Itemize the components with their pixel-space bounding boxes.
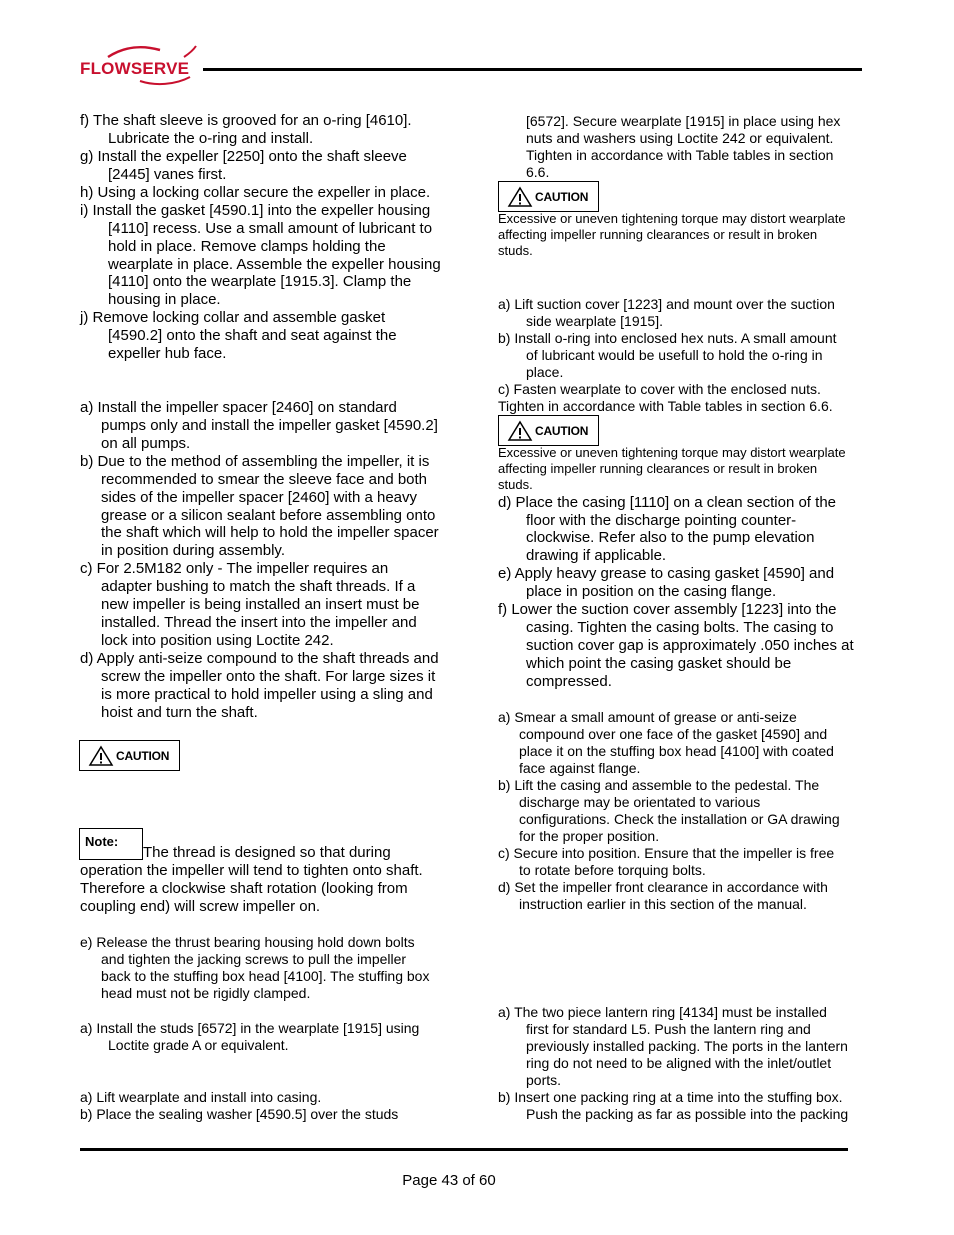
left-line: in position during assembly. — [101, 542, 285, 559]
left-line: is more practical to hold impeller using a sling and — [101, 686, 433, 703]
right-line: nuts and washers using Loctite 242 or equivalent. — [526, 130, 834, 146]
right-line: studs. — [498, 477, 533, 492]
right-line: Tighten in accordance with Table tables in section — [526, 147, 834, 163]
right-line: to rotate before torquing bolts. — [519, 862, 706, 878]
warning-triangle-icon — [88, 745, 114, 767]
right-line: f) Lower the suction cover assembly [1223] into the — [498, 601, 837, 618]
right-line: instruction earlier in this section of the manual. — [519, 896, 807, 912]
right-line: Tighten in accordance with Table tables in section 6.6. — [498, 398, 833, 414]
right-line: a) Lift suction cover [1223] and mount over the suction — [498, 296, 835, 312]
right-line: suction cover gap is approximately .050 inches at — [526, 637, 854, 654]
left-line: a) Install the impeller spacer [2460] on standard — [80, 399, 397, 416]
right-line: 6.6. — [526, 164, 550, 180]
right-line: b) Lift the casing and assemble to the pedestal. The — [498, 777, 820, 793]
caution-label: CAUTION — [535, 190, 589, 204]
left-line: and tighten the jacking screws to pull the impeller — [101, 951, 407, 967]
left-line: Lubricate the o-ring and install. — [108, 130, 314, 147]
flowserve-logo — [80, 44, 198, 88]
left-line: coupling end) will screw impeller on. — [80, 898, 321, 915]
caution-badge — [498, 415, 599, 446]
header-rule — [203, 68, 862, 71]
right-line: clockwise. Refer also to the pump elevation — [526, 529, 815, 546]
left-line: recommended to smear the sleeve face and both — [101, 471, 428, 488]
left-line: e) Release the thrust bearing housing hold down bolts — [80, 934, 415, 950]
footer-rule — [80, 1148, 848, 1151]
right-line: casing. Tighten the casing bolts. The casing to — [526, 619, 834, 636]
right-line: which point the casing gasket should be — [526, 655, 792, 672]
warning-triangle-icon — [507, 186, 533, 208]
right-line: drawing if applicable. — [526, 547, 667, 564]
right-line: discharge may be orientated to various — [519, 794, 761, 810]
right-line: affecting impeller running clearances or result in broken — [498, 461, 818, 476]
right-line: ports. — [526, 1072, 562, 1088]
left-line: g) Install the expeller [2250] onto the shaft sleeve — [80, 148, 407, 165]
left-line: a) Install the studs [6572] in the wearplate [1915] using — [80, 1020, 420, 1036]
left-line: [4110] onto the wearplate [1915.3]. Clamp the — [108, 273, 412, 290]
note-label: Note: — [85, 834, 119, 849]
right-line: compound over one face of the gasket [4590] and — [519, 726, 828, 742]
left-line: the shaft which will help to hold the impeller spacer — [101, 524, 439, 541]
right-line: d) Set the impeller front clearance in accordance with — [498, 879, 828, 895]
right-line: b) Insert one packing ring at a time into the stuffing box. — [498, 1089, 843, 1105]
left-line: lock into position using Loctite 242. — [101, 632, 334, 649]
right-line: compressed. — [526, 673, 612, 690]
left-line: h) Using a locking collar secure the expeller in place. — [80, 184, 431, 201]
right-line: c) Secure into position. Ensure that the impeller is free — [498, 845, 835, 861]
right-line: first for standard L5. Push the lantern ring and — [526, 1021, 811, 1037]
left-line: c) For 2.5M182 only - The impeller requires an — [80, 560, 389, 577]
right-line: Excessive or uneven tightening torque may distort wearplate — [498, 445, 846, 460]
left-line: on all pumps. — [101, 435, 191, 452]
left-line: Loctite grade A or equivalent. — [108, 1037, 289, 1053]
logo-text: FLOWSERVE — [80, 59, 190, 78]
left-line: expeller hub face. — [108, 345, 227, 362]
right-line: for the proper position. — [519, 828, 660, 844]
left-line: pumps only and install the impeller gasket [4590.2] — [101, 417, 438, 434]
right-line: of lubricant would be usefull to hold the o-ring in — [526, 347, 823, 363]
left-line: wearplate in place. Assemble the expeller housing — [108, 256, 441, 273]
left-line: [4110] recess. Use a small amount of lubricant to — [108, 220, 433, 237]
right-line: e) Apply heavy grease to casing gasket [4590] and — [498, 565, 835, 582]
right-line: affecting impeller running clearances or result in broken — [498, 227, 818, 242]
page-number: Page 43 of 60 — [402, 1172, 496, 1189]
left-line: i) Install the gasket [4590.1] into the expeller housing — [80, 202, 431, 219]
left-line: [4590.2] onto the shaft and seat against the — [108, 327, 397, 344]
right-line: studs. — [498, 243, 533, 258]
left-line: [2445] vanes first. — [108, 166, 227, 183]
left-line: sides of the impeller spacer [2460] with a heavy — [101, 489, 418, 506]
left-line: f) The shaft sleeve is grooved for an o-ring [4610]. — [80, 112, 412, 129]
left-line: screw the impeller onto the shaft. For large sizes it — [101, 668, 436, 685]
left-line: grease or a silicon sealant before assembling onto — [101, 507, 436, 524]
left-line: installed. Thread the insert into the impeller and — [101, 614, 417, 631]
left-line: hoist and turn the shaft. — [101, 704, 258, 721]
left-line: b) Place the sealing washer [4590.5] over the studs — [80, 1106, 399, 1122]
left-line: The thread is designed so that during — [143, 844, 391, 861]
left-line: a) Lift wearplate and install into casing. — [80, 1089, 322, 1105]
right-line: face against flange. — [519, 760, 641, 776]
caution-badge — [79, 740, 180, 771]
warning-triangle-icon — [507, 420, 533, 442]
right-line: c) Fasten wearplate to cover with the enclosed nuts. — [498, 381, 821, 397]
caution-badge — [498, 181, 599, 212]
right-line: configurations. Check the installation or GA drawing — [519, 811, 840, 827]
left-line: d) Apply anti-seize compound to the shaft threads and — [80, 650, 439, 667]
right-line: place in position on the casing flange. — [526, 583, 777, 600]
right-line: d) Place the casing [1110] on a clean section of the — [498, 494, 836, 511]
left-line: Therefore a clockwise shaft rotation (looking from — [80, 880, 408, 897]
right-line: ring do not need to be aligned with the inlet/outlet — [526, 1055, 832, 1071]
right-line: a) The two piece lantern ring [4134] must be installed — [498, 1004, 827, 1020]
right-line: side wearplate [1915]. — [526, 313, 663, 329]
right-line: a) Smear a small amount of grease or anti-seize — [498, 709, 797, 725]
note-badge — [79, 828, 143, 860]
right-line: [6572]. Secure wearplate [1915] in place using hex — [526, 113, 841, 129]
left-line: new impeller is being installed an insert must be — [101, 596, 420, 613]
right-line: place. — [526, 364, 564, 380]
left-line: housing in place. — [108, 291, 221, 308]
right-line: floor with the discharge pointing counter- — [526, 512, 797, 529]
left-line: adapter bushing to match the shaft threads. If a — [101, 578, 416, 595]
right-line: place it on the stuffing box head [4100] with coated — [519, 743, 834, 759]
left-line: back to the stuffing box head [4100]. The stuffing box — [101, 968, 430, 984]
left-line: head must not be rigidly clamped. — [101, 985, 311, 1001]
caution-label: CAUTION — [116, 749, 170, 763]
right-line: Excessive or uneven tightening torque may distort wearplate — [498, 211, 846, 226]
left-line: j) Remove locking collar and assemble gasket — [80, 309, 386, 326]
right-line: Push the packing as far as possible into the packing — [526, 1106, 849, 1122]
left-line: b) Due to the method of assembling the impeller, it is — [80, 453, 430, 470]
left-line: hold in place. Remove clamps holding the — [108, 238, 386, 255]
left-line: operation the impeller will tend to tighten onto shaft. — [80, 862, 423, 879]
right-line: b) Install o-ring into enclosed hex nuts. A small amount — [498, 330, 837, 346]
right-line: previously installed packing. The ports in the lantern — [526, 1038, 848, 1054]
caution-label: CAUTION — [535, 424, 589, 438]
